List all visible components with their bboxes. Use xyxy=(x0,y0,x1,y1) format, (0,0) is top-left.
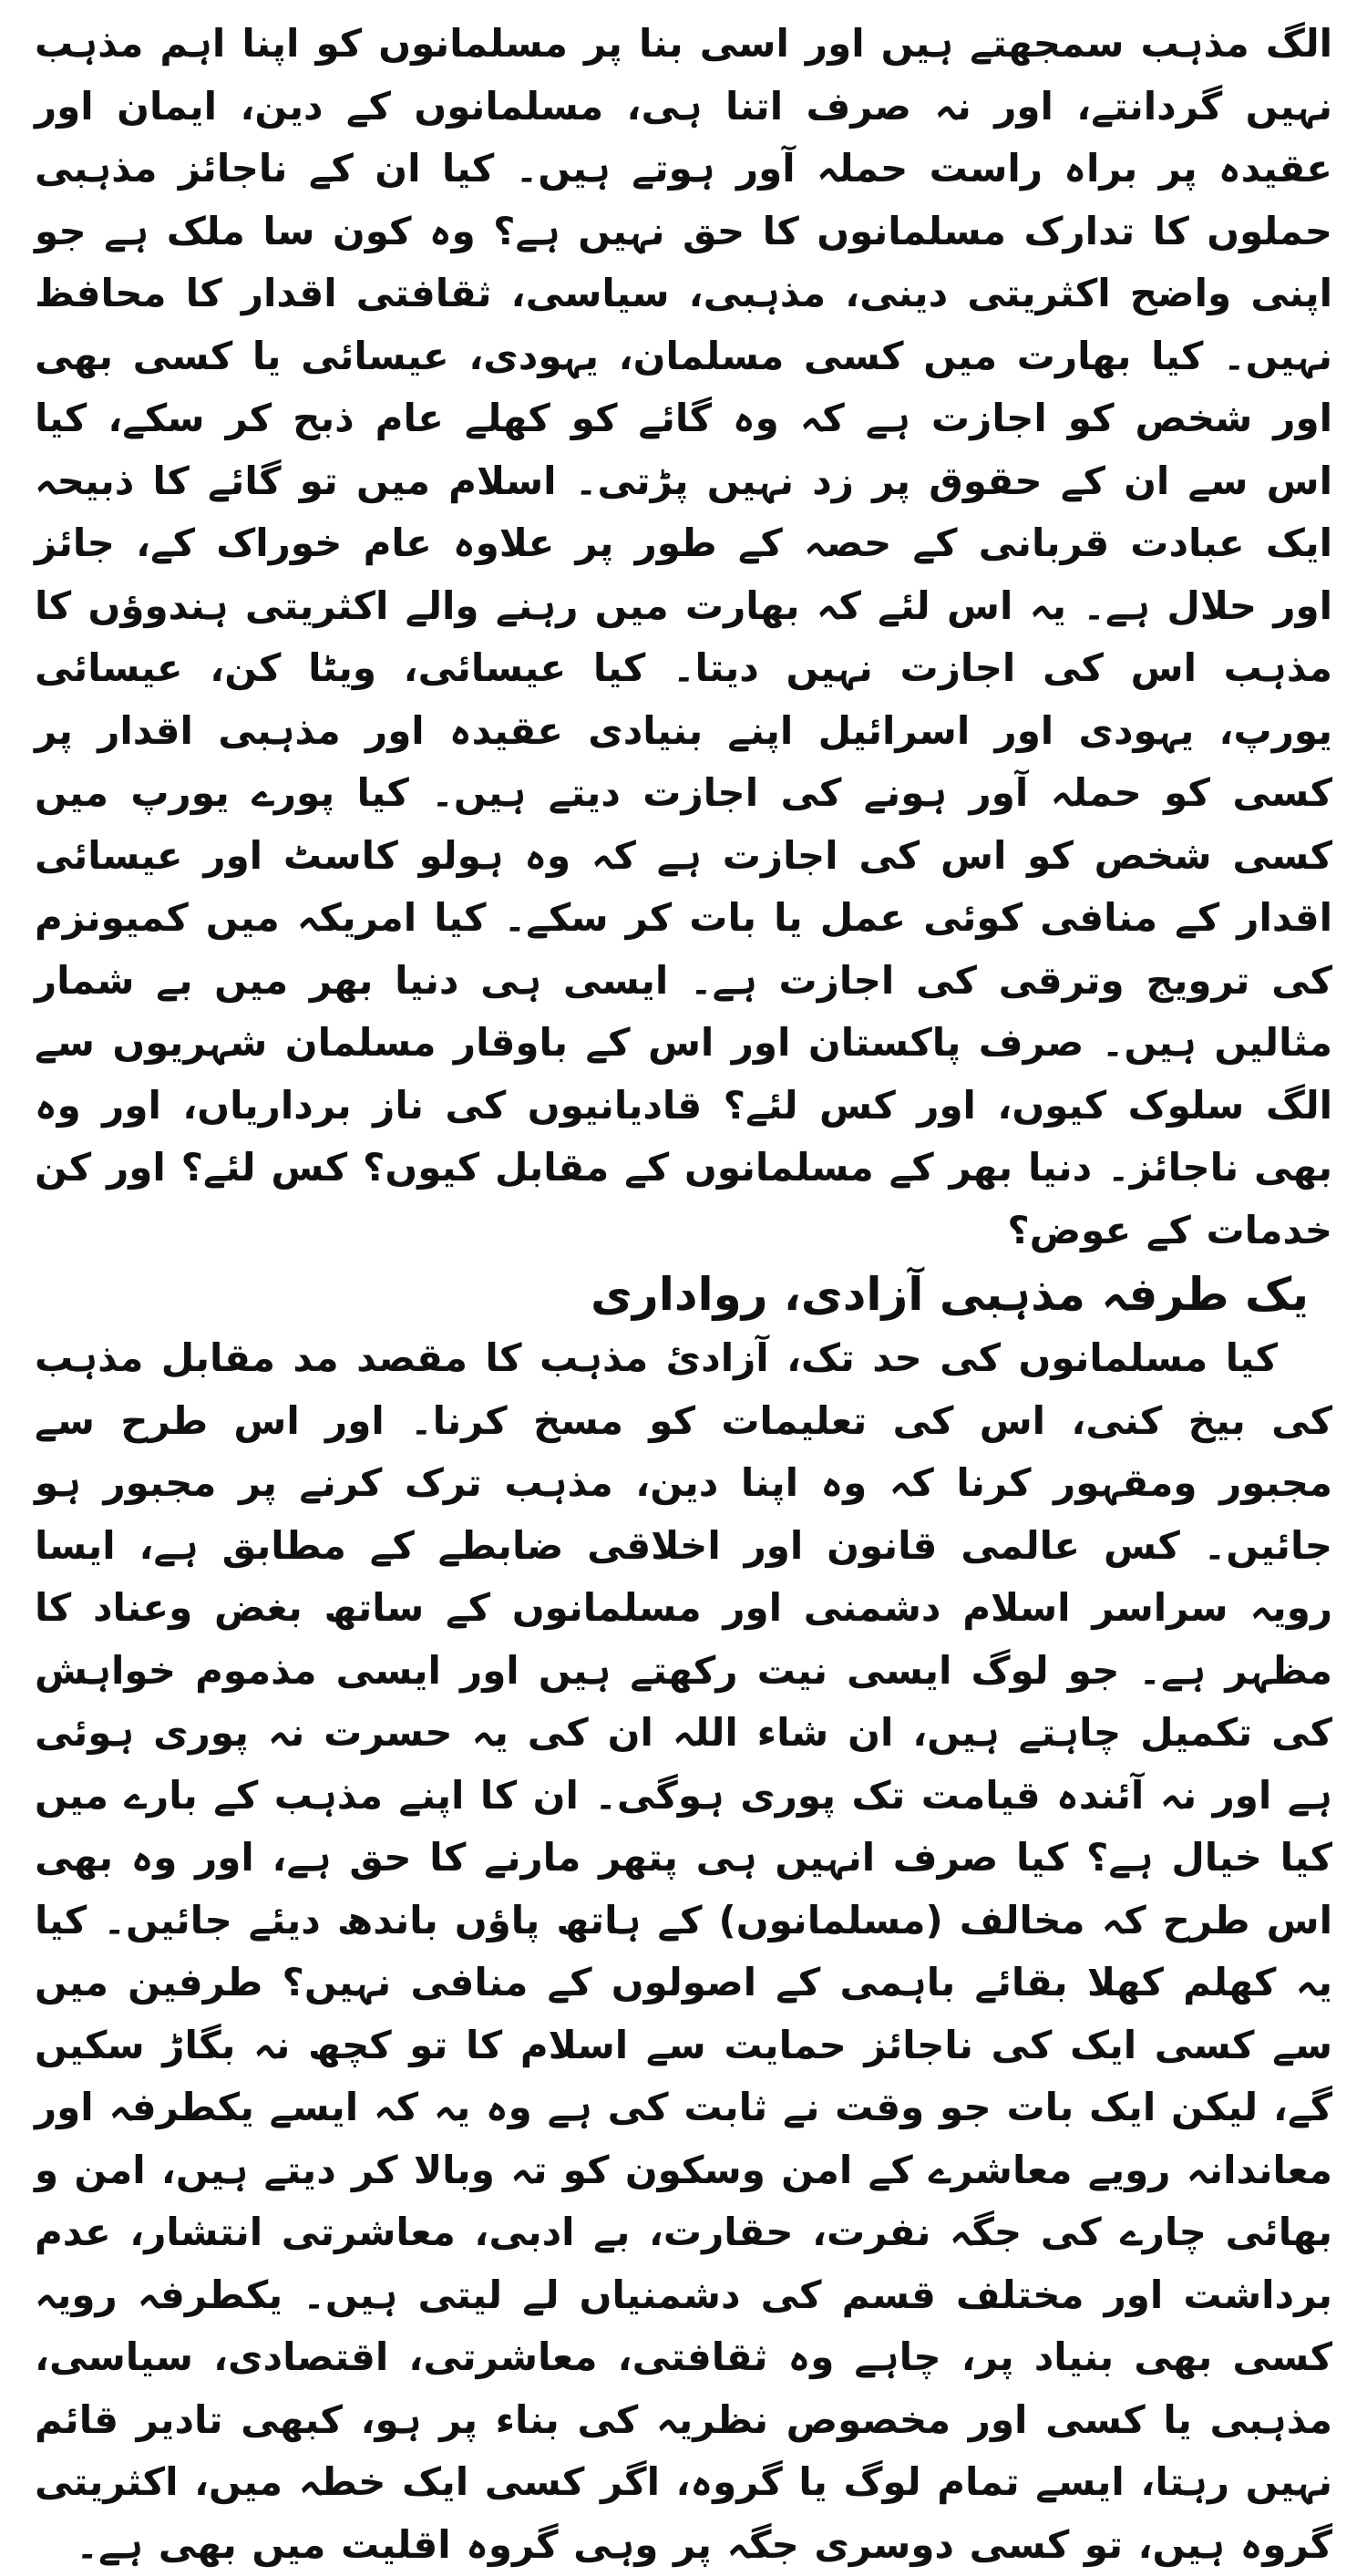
section-heading: یک طرفہ مذہبی آزادی، رواداری xyxy=(591,1268,1309,1321)
body-paragraph-1: الگ مذہب سمجھتے ہیں اور اسی بنا پر مسلمانوں کو اپنا اہم مذہب نہیں گردانتے، اور نہ صرف اتنا ہی، مسلمانوں کے دین، ایمان اور عقیدہ پر براہ راست حملہ آور ہوتے ہیں۔ کیا ان کے ناجائز مذہبی حملوں کا تدارک مسلمانوں کا حق نہیں ہے؟ وہ کون سا ملک ہے جو اپنی واضح اکثریتی دینی، مذہبی، سیاسی، ثقافتی اقدار کا محافظ نہیں۔ کیا بھارت میں کسی مسلمان، یہودی، عیسائی یا کسی بھی اور شخص کو اجازت ہے کہ وہ گائے کو کھلے عام ذبح کر سکے، کیا اس سے ان کے حقوق پر زد نہیں پڑتی۔ اسلام میں تو گائے کا ذبیحہ ایک عبادت قربانی کے حصہ کے طور پر علاوہ عام خوراک کے، جائز اور حلال ہے۔ یہ اس لئے کہ بھارت میں رہنے والے اکثریتی ہندوؤں کا مذہب اس کی اجازت نہیں دیتا۔ کیا عیسائی، ویٹا کن، عیسائی یورپ، یہودی اور اسرائیل اپنے بنیادی عقیدہ اور مذہبی اقدار پر کسی کو حملہ آور ہونے کی اجازت دیتے ہیں۔ کیا پورے یورپ میں کسی شخص کو اس کی اجازت ہے کہ وہ ہولو کاسٹ اور عیسائی اقدار کے منافی کوئی عمل یا بات کر سکے۔ کیا امریکہ میں کمیونزم کی ترویج وترقی کی اجازت ہے۔ ایسی ہی دنیا بھر میں بے شمار مثالیں ہیں۔ صرف پاکستان اور اس کے باوقار مسلمان شہریوں سے الگ سلوک کیوں، اور کس لئے؟ قادیانیوں کی ناز برداریاں، اور وہ بھی ناجائز۔ دنیا بھر کے مسلمانوں کے مقابل کیوں؟ کس لئے؟ اور کن خدمات کے عوض؟ xyxy=(35,21,1332,1252)
document-page xyxy=(35,13,1332,2567)
body-paragraph-2: کیا مسلمانوں کی حد تک، آزادیٔ مذہب کا مقصد مد مقابل مذہب کی بیخ کنی، اس کی تعلیمات کو مسخ کرنا۔ اور اس طرح سے مجبور ومقہور کرنا کہ وہ اپنا دین، مذہب ترک کرنے پر مجبور ہو جائیں۔ کس عالمی قانون اور اخلاقی ضابطے کے مطابق ہے، ایسا رویہ سراسر اسلام دشمنی اور مسلمانوں کے ساتھ بغض وعناد کا مظہر ہے۔ جو لوگ ایسی نیت رکھتے ہیں اور ایسی مذموم خواہش کی تکمیل چاہتے ہیں، ان شاء اللہ ان کی یہ حسرت نہ پوری ہوئی ہے اور نہ آئندہ قیامت تک پوری ہوگی۔ ان کا اپنے مذہب کے بارے میں کیا خیال ہے؟ کیا صرف انہیں ہی پتھر مارنے کا حق ہے، اور وہ بھی اس طرح کہ مخالف (مسلمانوں) کے ہاتھ پاؤں باندھ دیئے جائیں۔ کیا یہ کھلم کھلا بقائے باہمی کے اصولوں کے منافی نہیں؟ طرفین میں سے کسی ایک کی ناجائز حمایت سے اسلام کا تو کچھ نہ بگاڑ سکیں گے، لیکن ایک بات جو وقت نے ثابت کی ہے وہ یہ کہ ایسے یکطرفہ اور معاندانہ رویے معاشرے کے امن وسکون کو تہ وبالا کر دیتے ہیں، امن و بھائی چارے کی جگہ نفرت، حقارت، بے ادبی، معاشرتی انتشار، عدم برداشت اور مختلف قسم کی دشمنیاں لے لیتی ہیں۔ یکطرفہ رویہ کسی بھی بنیاد پر، چاہے وہ ثقافتی، معاشرتی، اقتصادی، سیاسی، مذہبی یا کسی اور مخصوص نظریہ کی بناء پر ہو، کبھی تادیر قائم نہیں رہتا، ایسے تمام لوگ یا گروہ، اگر کسی ایک خطہ میں، اکثریتی گروہ ہیں، تو کسی دوسری جگہ پر وہی گروہ اقلیت میں بھی ہے۔ xyxy=(35,1335,1332,2567)
